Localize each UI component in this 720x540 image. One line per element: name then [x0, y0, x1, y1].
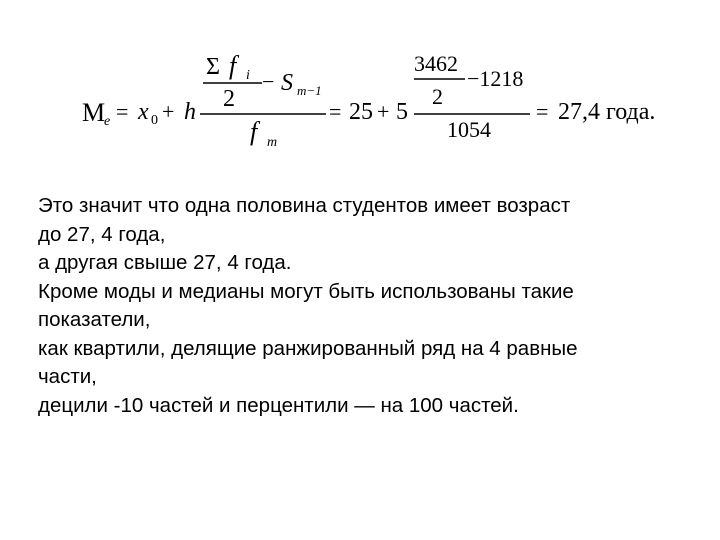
- text-line-8: децили -10 частей и перцентили — на 100 частей.: [38, 393, 519, 417]
- text-line-2: до 27, 4 года,: [38, 222, 166, 246]
- text-line-3: а другая свыше 27, 4 года.: [38, 251, 292, 274]
- formula-subscript-i: i: [246, 68, 250, 83]
- text-line-7: части,: [38, 365, 97, 388]
- explanation-text: [38, 192, 688, 420]
- formula-equals-3: =: [536, 99, 549, 124]
- formula-x-subscript: 0: [151, 113, 158, 128]
- formula-value-1054: 1054: [447, 117, 491, 142]
- formula-x: x: [138, 99, 149, 125]
- formula-plus-2: +: [377, 99, 390, 124]
- formula-two-2: 2: [432, 84, 443, 109]
- formula-s: S: [281, 70, 293, 96]
- text-line-6: как квартили, делящие ранжированный ряд на 4 равные: [38, 336, 578, 360]
- formula-value-1218: −1218: [467, 66, 524, 91]
- formula-h: h: [184, 99, 196, 125]
- formula-lhs-subscript: e: [104, 114, 111, 129]
- formula-equals-1: =: [116, 99, 129, 124]
- median-formula: [0, 0, 720, 170]
- formula-s-subscript: m−1: [297, 83, 322, 98]
- formula-f-i: f: [229, 51, 237, 80]
- formula-value-25: 25: [349, 99, 373, 125]
- formula-value-3462: 3462: [414, 51, 458, 76]
- formula-minus-1: −: [262, 69, 275, 94]
- formula-subscript-m: m: [267, 135, 278, 150]
- text-line-1: Это значит что одна половина студентов имеет возраст: [38, 194, 571, 217]
- text-line-5: показатели,: [38, 308, 151, 331]
- text-line-4: Кроме моды и медианы могут быть использованы такие: [38, 279, 574, 303]
- formula-equals-2: =: [329, 99, 342, 124]
- formula-value-5: 5: [396, 99, 408, 125]
- formula-f-m: f: [250, 117, 258, 146]
- formula-two-1: 2: [223, 86, 235, 112]
- formula-lhs-m: M: [82, 98, 106, 127]
- formula-sigma: Σ: [206, 54, 220, 80]
- formula-plus-1: +: [162, 99, 175, 124]
- formula-graphic: [0, 0, 720, 170]
- formula-result: 27,4 года.: [558, 99, 656, 125]
